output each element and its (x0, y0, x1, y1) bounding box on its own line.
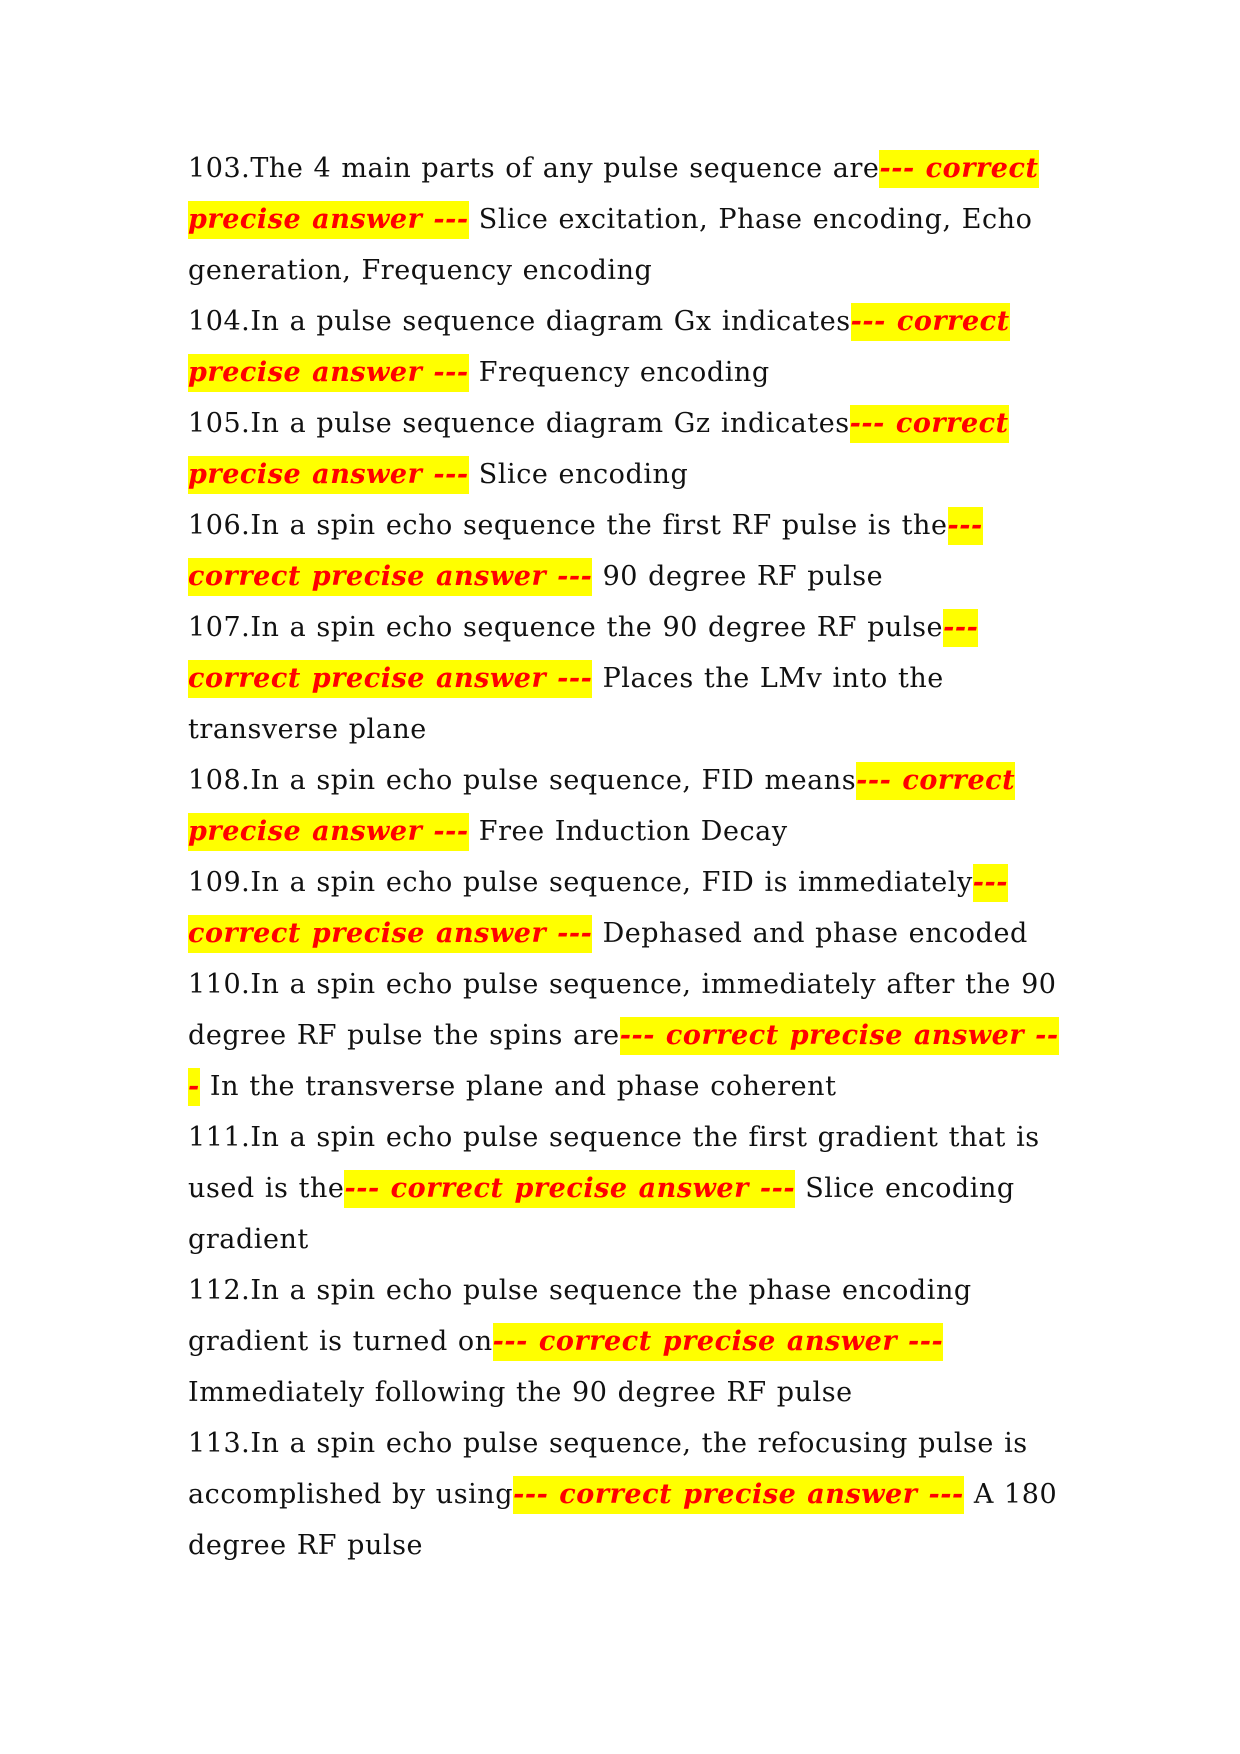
answer-text: Slice encoding gradient (188, 1173, 1015, 1255)
answer-text: Immediately following the 90 degree RF pulse (188, 1377, 853, 1408)
answer-marker: --- correct precise answer --- (513, 1476, 964, 1514)
answer-text: Frequency encoding (478, 357, 770, 388)
answer-marker: --- correct precise answer --- (188, 762, 1015, 851)
qa-item-106 (188, 500, 1068, 602)
answer-text: In the transverse plane and phase coherent (209, 1071, 837, 1102)
question-text: 109.In a spin echo pulse sequence, FID is immediately (188, 867, 973, 898)
answer-marker: --- correct precise answer --- (188, 405, 1009, 494)
answer-marker: --- correct precise answer --- (188, 864, 1008, 953)
answer-marker: --- correct precise answer --- (188, 609, 978, 698)
question-text: 108.In a spin echo pulse sequence, FID means (188, 765, 857, 796)
answer-marker: --- correct precise answer --- (344, 1170, 795, 1208)
question-text: 103.The 4 main parts of any pulse sequence are (188, 153, 880, 184)
qa-item-105 (188, 398, 1068, 500)
question-text: 104.In a pulse sequence diagram Gx indicates (188, 306, 851, 337)
qa-item-103 (188, 143, 1068, 296)
qa-item-111 (188, 1112, 1068, 1265)
qa-item-110 (188, 959, 1068, 1112)
answer-text: 90 degree RF pulse (602, 561, 884, 592)
question-text: 112.In a spin echo pulse sequence the phase encoding gradient is turned on (188, 1275, 972, 1357)
answer-marker: --- correct precise answer --- (188, 303, 1010, 392)
question-text: 107.In a spin echo sequence the 90 degree RF pulse (188, 612, 944, 643)
answer-text: Slice encoding (478, 459, 689, 490)
answer-text: Places the LMv into the transverse plane (188, 663, 944, 745)
answer-text: Slice excitation, Phase encoding, Echo generation, Frequency encoding (188, 204, 1033, 286)
qa-item-112 (188, 1265, 1068, 1418)
question-text: 113.In a spin echo pulse sequence, the refocusing pulse is accomplished by using (188, 1428, 1028, 1510)
answer-marker: --- correct precise answer --- (188, 1017, 1059, 1106)
qa-item-113 (188, 1418, 1068, 1571)
answer-marker: --- correct precise answer --- (493, 1323, 944, 1361)
qa-item-104 (188, 296, 1068, 398)
question-text: 105.In a pulse sequence diagram Gz indicates (188, 408, 850, 439)
answer-text: Dephased and phase encoded (602, 918, 1028, 949)
answer-text: A 180 degree RF pulse (188, 1479, 1058, 1561)
answer-marker: --- correct precise answer --- (188, 150, 1039, 239)
document-page (188, 143, 1068, 1571)
question-text: 110.In a spin echo pulse sequence, immediately after the 90 degree RF pulse the spins are (188, 969, 1057, 1051)
qa-item-108 (188, 755, 1068, 857)
answer-marker: --- correct precise answer --- (188, 507, 983, 596)
question-text: 106.In a spin echo sequence the first RF pulse is the (188, 510, 948, 541)
qa-item-107 (188, 602, 1068, 755)
answer-text: Free Induction Decay (478, 816, 788, 847)
qa-item-109 (188, 857, 1068, 959)
question-text: 111.In a spin echo pulse sequence the first gradient that is used is the (188, 1122, 1040, 1204)
